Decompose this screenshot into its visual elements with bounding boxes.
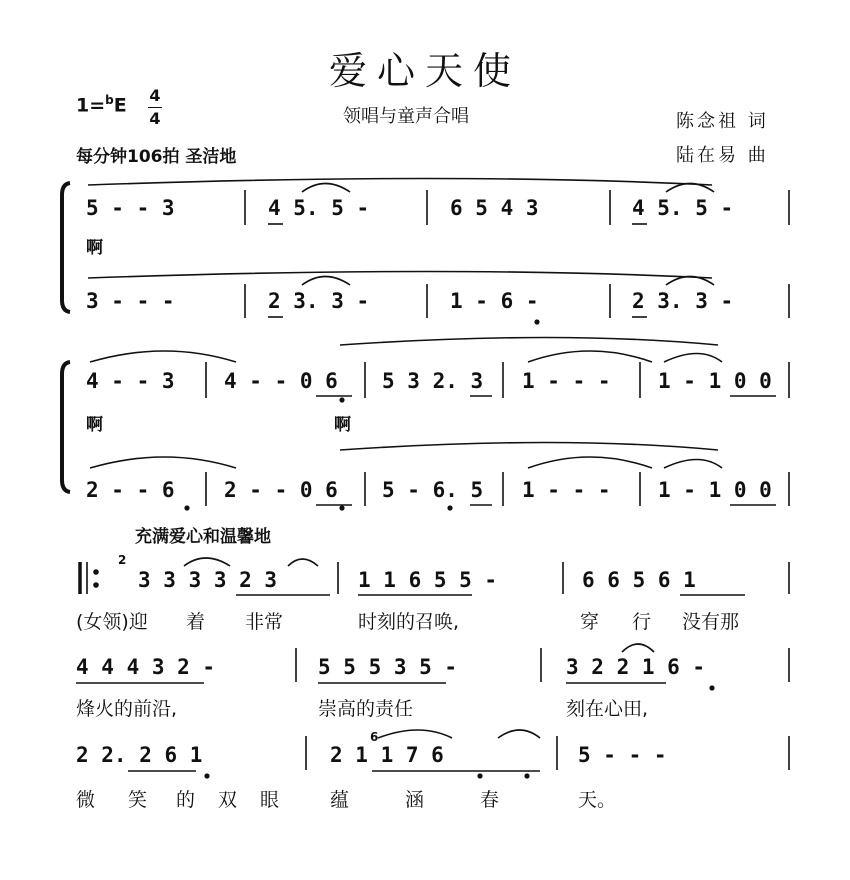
s1-lower-m2: 2 3. 3 -	[268, 289, 370, 313]
meter-bottom: 4	[149, 109, 161, 128]
m1-lyric-6: 行	[632, 611, 652, 633]
m3-octave-dot-3	[525, 774, 529, 778]
m2-bar2: 5 5 5 3 5 -	[318, 655, 458, 679]
m2-octave-dot	[710, 686, 714, 690]
m1-bar1: 3 3 3 3 2 3	[138, 568, 278, 592]
s1-upper-m4: 4 5. 5 -	[632, 196, 734, 220]
m3-lyric-5: 眼	[260, 789, 280, 811]
m1-lyric-7: 没有那	[682, 611, 740, 633]
s2-slur-7	[528, 457, 652, 468]
m2-lyric-2: 崇高的责任	[318, 698, 414, 720]
s2-slur-5	[90, 457, 236, 468]
repeat-dot-top	[94, 570, 98, 574]
m3-lyric-9: 天。	[578, 789, 617, 811]
s2-upper-m3: 5 3 2. 3	[382, 369, 484, 393]
m1-bar2: 1 1 6 5 5 -	[358, 568, 498, 592]
s2-upper-m4: 1 - - -	[522, 369, 611, 393]
s2-upper-m5: 1 - 1 0 0	[658, 369, 772, 393]
m3-lyric-3: 的	[176, 789, 196, 811]
m3-bar3: 5 - - -	[578, 743, 667, 767]
m3-lyric-6: 蕴	[330, 789, 350, 811]
s1-lower-m1: 3 - - -	[86, 289, 175, 313]
s1-lower-m3: 1 - 6 -	[450, 289, 539, 313]
m3-bar1: 2 2. 2 6 1	[76, 743, 203, 767]
s2-octave-dot-1	[340, 398, 344, 402]
s2-upper-m2: 4 - - 0 6	[224, 369, 338, 393]
system2-brace	[62, 362, 70, 492]
s2-octave-dot-4	[448, 506, 452, 510]
m3-lyric-2: 笑	[128, 789, 148, 811]
key-prefix: 1=	[76, 94, 106, 117]
s2-octave-dot-3	[340, 506, 344, 510]
s1-slur-3	[302, 277, 350, 286]
m3-lyric-4: 双	[218, 789, 238, 811]
system1-brace	[62, 183, 70, 312]
flat-sign: b	[105, 93, 114, 107]
m1-lyric-3: 非常	[245, 611, 284, 633]
m1-lyric-1: (女领)迎	[76, 611, 148, 633]
m2-lyric-3: 刻在心田,	[566, 698, 649, 720]
m3-octave-dot-2	[478, 774, 482, 778]
expression-marking: 充满爱心和温馨地	[135, 527, 271, 547]
m1-slur-2	[288, 559, 318, 566]
m2-lyric-1: 烽火的前沿,	[76, 698, 178, 720]
m2-bar3: 3 2 2 1 6 -	[566, 655, 706, 679]
m3-slur-2	[498, 730, 540, 738]
s2-lower-m1: 2 - - 6	[86, 478, 175, 502]
s2-lower-m2: 2 - - 0 6	[224, 478, 338, 502]
s2-octave-dot-2	[185, 506, 189, 510]
grace-note-1: 2	[118, 553, 127, 567]
m1-slur-1	[184, 558, 230, 566]
m1-bar3: 6 6 5 6 1	[582, 568, 696, 592]
s1-octave-dot	[535, 320, 539, 324]
m3-slur-1	[378, 730, 452, 738]
composer-credit: 陆在易 曲	[676, 145, 769, 166]
lyricist-credit: 陈念祖 词	[676, 111, 769, 132]
system1-tie-lower	[88, 272, 712, 279]
m2-bar1: 4 4 4 3 2 -	[76, 655, 216, 679]
m3-lyric-8: 春	[480, 789, 500, 811]
s2-slur-6	[340, 443, 718, 451]
m3-lyric-1: 微	[76, 789, 96, 811]
s2-slur-2	[340, 338, 718, 346]
s1-slur-1	[302, 184, 350, 193]
m1-lyric-2: 着	[186, 611, 206, 633]
song-title: 爱心天使	[328, 49, 521, 93]
m3-octave-dot-1	[205, 774, 209, 778]
key-note: E	[113, 94, 127, 117]
tempo-marking: 每分钟106拍 圣洁地	[76, 147, 237, 167]
s2-slur-1	[90, 351, 236, 362]
s2-slur-8	[664, 460, 722, 469]
s2-upper-lyric-1: 啊	[86, 415, 103, 435]
s1-upper-lyric: 啊	[86, 238, 103, 258]
s2-slur-3	[528, 351, 652, 362]
meter-top: 4	[149, 86, 161, 105]
repeat-dot-bottom	[94, 583, 98, 587]
s2-lower-m4: 1 - - -	[522, 478, 611, 502]
grace-note-3: 6	[370, 730, 379, 744]
s2-lower-m3: 5 - 6. 5	[382, 478, 484, 502]
system1-tie-upper	[88, 179, 712, 186]
s1-upper-m2: 4 5. 5 -	[268, 196, 370, 220]
m3-lyric-7: 涵	[405, 789, 425, 811]
s2-upper-lyric-2: 啊	[334, 415, 351, 435]
s2-slur-4	[664, 354, 722, 363]
s1-upper-m1: 5 - - 3	[86, 196, 175, 220]
s2-lower-m5: 1 - 1 0 0	[658, 478, 772, 502]
m1-lyric-4: 时刻的召唤,	[358, 611, 460, 633]
s1-upper-m3: 6 5 4 3	[450, 196, 539, 220]
m1-lyric-5: 穿	[580, 611, 600, 633]
subtitle: 领唱与童声合唱	[343, 106, 469, 127]
m2-slur-1	[622, 644, 654, 652]
s2-upper-m1: 4 - - 3	[86, 369, 175, 393]
s1-lower-m4: 2 3. 3 -	[632, 289, 734, 313]
m3-bar2: 2 1 1 7 6	[330, 743, 444, 767]
